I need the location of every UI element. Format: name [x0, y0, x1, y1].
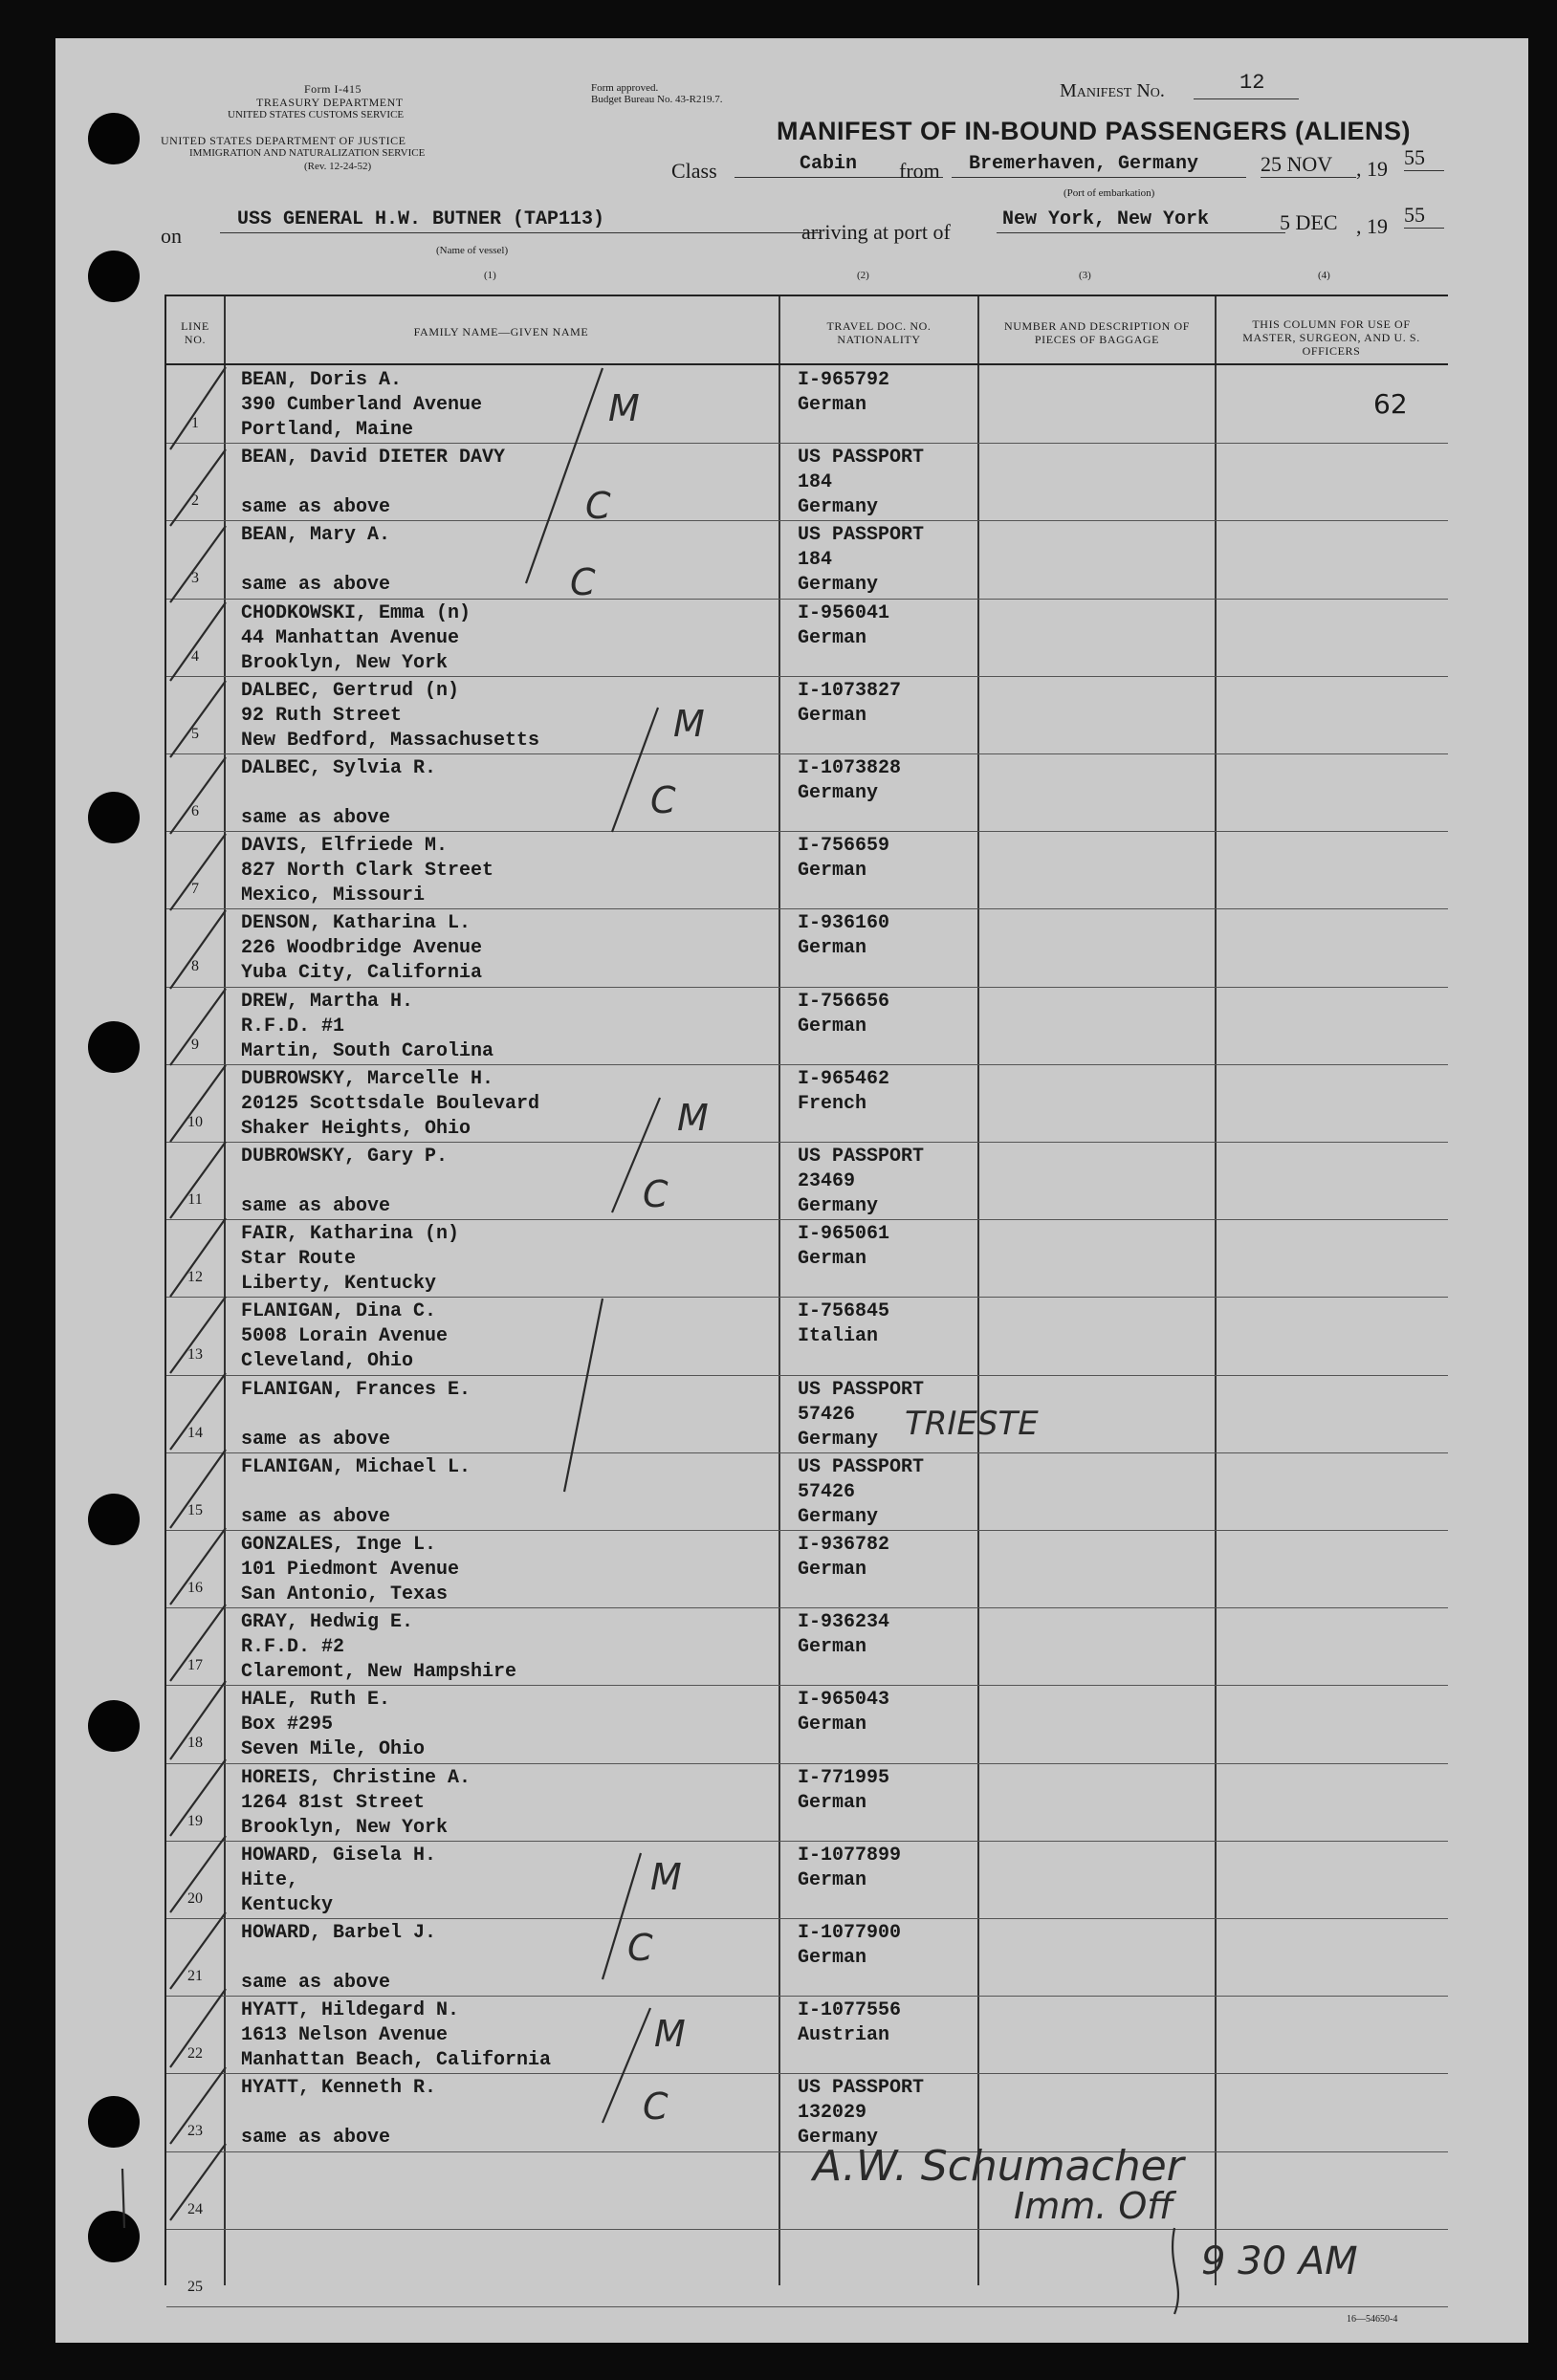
on-label: on: [161, 224, 182, 248]
line-number: 17: [187, 1657, 203, 1674]
nationality: German: [798, 1559, 867, 1581]
travel-doc: I-756659: [798, 835, 890, 858]
line-number: 4: [191, 647, 199, 665]
nationality: German: [798, 1015, 867, 1037]
passenger-address: 92 Ruth Street: [241, 704, 403, 727]
passenger-address: Shaker Heights, Ohio: [241, 1117, 471, 1140]
travel-doc: US PASSPORT: [798, 1455, 925, 1478]
passenger-address: San Antonio, Texas: [241, 1583, 449, 1605]
passenger-address: R.F.D. #2: [241, 1636, 345, 1659]
check-mark: [170, 1836, 226, 1912]
passenger-address: same as above: [241, 574, 391, 597]
travel-doc: I-965462: [798, 1067, 890, 1090]
check-mark: [170, 1142, 226, 1218]
passenger-name: HYATT, Kenneth R.: [241, 2077, 437, 2100]
passenger-address: New Bedford, Massachusetts: [241, 729, 540, 752]
travel-doc: I-771995: [798, 1766, 890, 1789]
vessel-name: USS GENERAL H.W. BUTNER (TAP113): [220, 207, 821, 233]
passenger-name: HOREIS, Christine A.: [241, 1766, 471, 1789]
passenger-address: same as above: [241, 1972, 391, 1994]
passenger-name: DAVIS, Elfriede M.: [241, 835, 449, 858]
passenger-address: Brooklyn, New York: [241, 1816, 449, 1839]
travel-doc: US PASSPORT: [798, 1146, 925, 1168]
line-number: 22: [187, 2045, 203, 2063]
travel-doc: 184: [798, 549, 833, 572]
hand-trieste: TRIESTE: [905, 1405, 1039, 1443]
passenger-address: 1264 81st Street: [241, 1791, 426, 1814]
line-number: 19: [187, 1812, 203, 1829]
passenger-name: FAIR, Katharina (n): [241, 1223, 460, 1246]
check-mark: [170, 989, 226, 1065]
nationality: German: [798, 626, 867, 649]
passenger-address: 20125 Scottsdale Boulevard: [241, 1092, 540, 1115]
check-mark: [170, 1373, 226, 1450]
check-mark: [170, 1681, 226, 1759]
passenger-address: same as above: [241, 1195, 391, 1217]
nationality: Germany: [798, 496, 879, 519]
travel-doc: I-965792: [798, 369, 890, 391]
line-number: 2: [191, 492, 199, 510]
nationality: Austrian: [798, 2024, 890, 2047]
ins-service: IMMIGRATION AND NATURALIZATION SERVICE: [189, 147, 426, 159]
travel-doc: US PASSPORT: [798, 447, 925, 469]
passenger-address: same as above: [241, 496, 391, 519]
hand-signature: A.W. Schumacher: [813, 2142, 1184, 2191]
passenger-name: BEAN, Mary A.: [241, 524, 391, 547]
nationality: Germany: [798, 1195, 879, 1217]
check-mark: [170, 910, 226, 989]
travel-doc: US PASSPORT: [798, 524, 925, 547]
passenger-address: Brooklyn, New York: [241, 651, 449, 674]
nationality: French: [798, 1092, 867, 1115]
line-number: 1: [191, 415, 199, 431]
check-mark: [170, 1065, 226, 1142]
passenger-address: same as above: [241, 2127, 391, 2150]
nationality: German: [798, 1714, 867, 1736]
line-number: 16: [187, 1580, 203, 1596]
manifest-number-label: Manifest No.: [1060, 80, 1165, 101]
line-number: 24: [187, 2200, 203, 2217]
check-mark: [170, 367, 226, 449]
nationality: German: [798, 1636, 867, 1659]
passenger-address: Mexico, Missouri: [241, 884, 426, 907]
nationality: Germany: [798, 782, 879, 804]
hand-m: M: [654, 2013, 686, 2055]
travel-doc: I-936234: [798, 1611, 890, 1634]
passenger-address: same as above: [241, 1505, 391, 1528]
line-number: 20: [187, 1889, 203, 1907]
footer-code: 16—54650-4: [1347, 2314, 1398, 2325]
passenger-address: Manhattan Beach, California: [241, 2049, 552, 2072]
port-embarkation-caption: (Port of embarkation): [1064, 187, 1155, 199]
nationality: German: [798, 1791, 867, 1814]
vessel-caption: (Name of vessel): [436, 245, 509, 256]
arrival-year-prefix: , 19: [1356, 214, 1388, 238]
departure-year-prefix: , 19: [1356, 157, 1388, 181]
nationality: Germany: [798, 1428, 879, 1451]
col-header-baggage: NUMBER AND DESCRIPTION OF PIECES OF BAGGAGE: [1003, 319, 1191, 346]
hand-c: C: [643, 1173, 669, 1215]
nationality: German: [798, 704, 867, 727]
passenger-address: Cleveland, Ohio: [241, 1350, 414, 1373]
hand-signature-title: Imm. Off: [1014, 2185, 1173, 2227]
passenger-address: 226 Woodbridge Avenue: [241, 937, 483, 960]
class-label: Class: [671, 159, 717, 183]
manifest-number: 12: [1194, 71, 1299, 99]
check-mark: [170, 1912, 226, 1989]
line-number: 8: [191, 958, 199, 975]
check-mark: [170, 1297, 226, 1373]
nationality: German: [798, 860, 867, 883]
passenger-name: HOWARD, Gisela H.: [241, 1844, 437, 1867]
col-num-1: (1): [484, 270, 496, 281]
family-bracket: [526, 368, 603, 583]
passenger-address: same as above: [241, 807, 391, 829]
line-number: 18: [187, 1735, 203, 1752]
revision-date: (Rev. 12-24-52): [304, 161, 372, 172]
margin-mark: [122, 2169, 124, 2228]
passenger-address: Yuba City, California: [241, 962, 483, 985]
from-label: from: [899, 159, 940, 183]
departure-date: 25 NOV: [1261, 151, 1356, 178]
nationality: German: [798, 1947, 867, 1969]
passenger-address: Kentucky: [241, 1893, 334, 1916]
passenger-name: FLANIGAN, Michael L.: [241, 1455, 471, 1478]
passenger-name: GRAY, Hedwig E.: [241, 1611, 414, 1634]
customs-service: UNITED STATES CUSTOMS SERVICE: [228, 109, 405, 120]
passenger-address: 1613 Nelson Avenue: [241, 2024, 449, 2047]
line-number: 3: [191, 570, 199, 587]
col-header-doc: TRAVEL DOC. NO. NATIONALITY: [826, 319, 932, 346]
passenger-name: CHODKOWSKI, Emma (n): [241, 601, 471, 624]
travel-doc: I-965061: [798, 1223, 890, 1246]
check-mark: [170, 1528, 226, 1605]
nationality: German: [798, 937, 867, 960]
line-number: 14: [187, 1424, 203, 1441]
nationality: German: [798, 394, 867, 416]
justice-dept: UNITED STATES DEPARTMENT OF JUSTICE: [161, 134, 406, 147]
arrival-port: New York, New York: [997, 207, 1285, 233]
check-mark: [170, 1989, 226, 2067]
line-number: 23: [187, 2123, 203, 2140]
passenger-address: Portland, Maine: [241, 419, 414, 441]
check-mark: [170, 1759, 226, 1836]
check-mark: [170, 2067, 226, 2144]
passenger-address: Star Route: [241, 1248, 357, 1271]
line-number: 6: [191, 803, 199, 819]
passenger-name: DUBROWSKY, Gary P.: [241, 1146, 449, 1168]
line-number: 25: [187, 2278, 203, 2295]
check-mark: [170, 526, 226, 602]
travel-doc: 57426: [798, 1480, 856, 1503]
travel-doc: I-1077899: [798, 1844, 902, 1867]
travel-doc: I-965043: [798, 1689, 890, 1712]
passenger-address: R.F.D. #1: [241, 1015, 345, 1037]
travel-doc: I-756656: [798, 990, 890, 1013]
check-mark: [170, 834, 226, 910]
hand-c: C: [570, 561, 596, 603]
line-number: 5: [191, 725, 199, 742]
embarkation-port: Bremerhaven, Germany: [952, 151, 1246, 178]
check-mark: [170, 2144, 226, 2220]
travel-doc: I-1073827: [798, 679, 902, 702]
passenger-address: Martin, South Carolina: [241, 1039, 494, 1062]
hand-c: C: [627, 1927, 653, 1969]
passenger-name: BEAN, Doris A.: [241, 369, 403, 391]
line-number: 21: [187, 1968, 203, 1984]
arriving-label: arriving at port of: [801, 220, 951, 244]
passenger-address: 827 North Clark Street: [241, 860, 494, 883]
signature-stroke: [1173, 2228, 1178, 2314]
treasury-dept: TREASURY DEPARTMENT: [256, 96, 404, 109]
officer-note: 62: [1373, 388, 1408, 420]
line-number: 10: [187, 1113, 203, 1130]
travel-doc: I-1073828: [798, 757, 902, 779]
travel-doc: 132029: [798, 2102, 867, 2125]
line-number: 13: [187, 1346, 203, 1364]
hand-m: M: [608, 387, 640, 429]
col-num-2: (2): [857, 270, 869, 281]
hand-time: 9 30 AM: [1201, 2239, 1358, 2283]
travel-doc: 184: [798, 471, 833, 494]
passenger-address: same as above: [241, 1428, 391, 1451]
hand-m: M: [673, 703, 705, 745]
passenger-address: Liberty, Kentucky: [241, 1273, 437, 1296]
travel-doc: US PASSPORT: [798, 2077, 925, 2100]
passenger-address: 44 Manhattan Avenue: [241, 626, 460, 649]
class-value: Cabin: [735, 151, 943, 178]
passenger-name: HYATT, Hildegard N.: [241, 1999, 460, 2022]
check-mark: [170, 1450, 226, 1528]
line-number: 12: [187, 1269, 203, 1286]
passenger-address: 390 Cumberland Avenue: [241, 394, 483, 416]
travel-doc: I-1077900: [798, 1922, 902, 1944]
hand-c: C: [643, 2085, 669, 2128]
line-number: 9: [191, 1036, 199, 1053]
passenger-name: DUBROWSKY, Marcelle H.: [241, 1067, 494, 1090]
passenger-name: FLANIGAN, Dina C.: [241, 1300, 437, 1323]
passenger-address: Claremont, New Hampshire: [241, 1661, 517, 1684]
travel-doc: US PASSPORT: [798, 1378, 925, 1401]
col-header-line-no: LINE NO.: [181, 319, 209, 346]
passenger-address: 101 Piedmont Avenue: [241, 1559, 460, 1581]
check-mark: [170, 1218, 226, 1297]
passenger-name: HALE, Ruth E.: [241, 1689, 391, 1712]
nationality: Germany: [798, 574, 879, 597]
passenger-name: DREW, Martha H.: [241, 990, 414, 1013]
passenger-address: Box #295: [241, 1714, 334, 1736]
travel-doc: I-1077556: [798, 1999, 902, 2022]
col-num-3: (3): [1079, 270, 1091, 281]
travel-doc: I-936782: [798, 1534, 890, 1556]
check-marks: [122, 367, 1178, 2314]
arrival-year: 55: [1404, 203, 1444, 229]
check-mark: [170, 1605, 226, 1681]
passenger-name: DALBEC, Gertrud (n): [241, 679, 460, 702]
nationality: Germany: [798, 2127, 879, 2150]
travel-doc: 57426: [798, 1403, 856, 1426]
passenger-address: Seven Mile, Ohio: [241, 1738, 426, 1761]
passenger-name: BEAN, David DIETER DAVY: [241, 447, 506, 469]
check-mark: [170, 681, 226, 757]
check-mark: [170, 449, 226, 526]
passenger-name: GONZALES, Inge L.: [241, 1534, 437, 1556]
check-mark: [170, 757, 226, 834]
form-approved: Form approved.: [591, 82, 659, 94]
manifest-title: MANIFEST OF IN-BOUND PASSENGERS (ALIENS): [777, 117, 1412, 145]
check-mark: [170, 602, 226, 681]
nationality: German: [798, 1868, 867, 1891]
hand-c: C: [585, 485, 611, 527]
passenger-name: DENSON, Katharina L.: [241, 912, 471, 935]
budget-bureau: Budget Bureau No. 43-R219.7.: [591, 94, 723, 105]
departure-year: 55: [1404, 145, 1444, 171]
travel-doc: I-956041: [798, 601, 890, 624]
nationality: Germany: [798, 1505, 879, 1528]
travel-doc: I-936160: [798, 912, 890, 935]
arrival-date: 5 DEC: [1280, 210, 1338, 234]
passenger-address: Hite,: [241, 1868, 299, 1891]
col-num-4: (4): [1318, 270, 1330, 281]
nationality: Italian: [798, 1325, 879, 1348]
form-number: Form I-415: [304, 82, 362, 96]
travel-doc: I-756845: [798, 1300, 890, 1323]
hand-m: M: [650, 1856, 682, 1898]
line-number: 11: [187, 1191, 203, 1208]
passenger-name: DALBEC, Sylvia R.: [241, 757, 437, 779]
nationality: German: [798, 1248, 867, 1271]
hand-m: M: [677, 1097, 709, 1139]
hand-c: C: [650, 779, 676, 821]
passenger-name: HOWARD, Barbel J.: [241, 1922, 437, 1944]
passenger-name: FLANIGAN, Frances E.: [241, 1378, 471, 1401]
line-number: 15: [187, 1501, 203, 1518]
family-bracket: [564, 1299, 603, 1492]
travel-doc: 23469: [798, 1170, 856, 1192]
line-number: 7: [191, 881, 199, 898]
passenger-address: 5008 Lorain Avenue: [241, 1325, 449, 1348]
col-header-name: FAMILY NAME—GIVEN NAME: [413, 325, 589, 338]
col-header-officers: THIS COLUMN FOR USE OF MASTER, SURGEON, AND U. S. OFFICERS: [1242, 317, 1420, 358]
